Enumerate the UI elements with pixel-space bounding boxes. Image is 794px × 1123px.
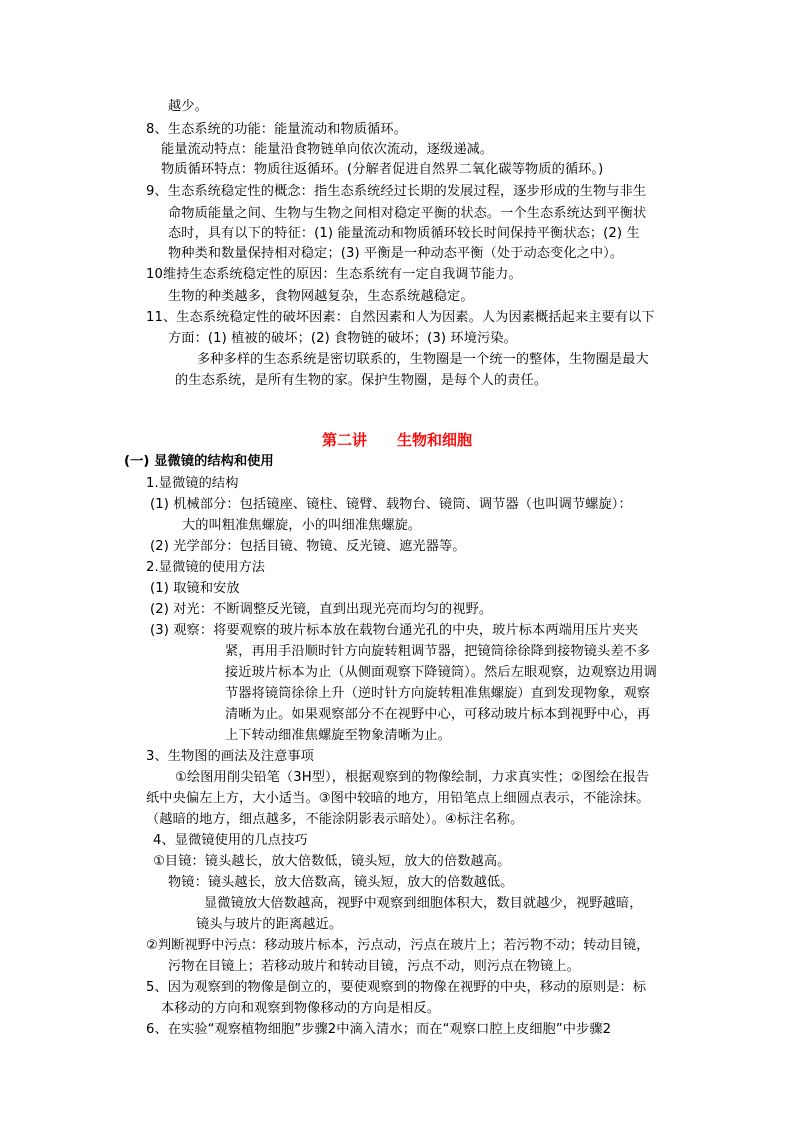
text-line: 清晰为止。如果观察部分不在视野中心，可移动玻片标本到视野中心，再 [225, 707, 651, 722]
text-line: 3、生物图的画法及注意事项 [146, 749, 314, 764]
text-line: 5、因为观察到的物像是倒立的，要使观察到的物像在视野的中央，移动的原则是：标 [146, 980, 647, 995]
text-line: 物种类和数量保持相对稳定；(3) 平衡是一种动态平衡（处于动态变化之中）。 [168, 246, 624, 261]
text-line: ②判断视野中污点：移动玻片标本，污点动，污点在玻片上；若污物不动；转动目镜， [146, 938, 650, 953]
text-line: (1) 机械部分：包括镜座、镜柱、镜臂、载物台、镜筒、调节器（也叫调节螺旋）： [150, 497, 632, 512]
text-line: 大的叫粗准焦螺旋，小的叫细准焦螺旋。 [182, 518, 422, 533]
text-line: ①目镜：镜头越长，放大倍数低，镜头短，放大的倍数越高。 [153, 854, 511, 869]
text-line: (1) 取镜和安放 [150, 581, 240, 596]
text-line: 1.显微镜的结构 [146, 476, 239, 491]
text-line: 6、在实验“观察植物细胞”步骤2中滴入清水；而在“观察口腔上皮细胞”中步骤2 [146, 1022, 612, 1037]
text-line: 污物在目镜上；若移动玻片和转动目镜，污点不动，则污点在物镜上。 [168, 959, 580, 974]
text-line: 态时，具有以下的特征：(1) 能量流动和物质循环较长时间保持平衡状态；(2) 生 [168, 226, 640, 241]
section-heading: (一) 显微镜的结构和使用 [124, 454, 274, 469]
text-line: 2.显微镜的使用方法 [146, 560, 266, 575]
text-line: 越少。 [168, 99, 208, 114]
text-line: (2) 光学部分：包括目镜、物镜、反光镜、遮光器等。 [150, 539, 466, 554]
text-line: 多种多样的生态系统是密切联系的，生物圈是一个统一的整体，生物圈是最大 [197, 352, 649, 367]
text-line: 方面：(1) 植被的破坏；(2) 食物链的破坏；(3) 环境污染。 [168, 331, 517, 346]
text-line: 镜头与玻片的距离越近。 [196, 917, 343, 932]
text-line: 物质循环特点：物质往返循环。(分解者促进自然界二氧化碳等物质的循环。) [161, 162, 604, 177]
text-line: 紧，再用手沿顺时针方向旋转粗调节器，把镜筒徐徐降到接物镜头差不多 [225, 644, 651, 659]
text-line: （越暗的地方，细点越多，不能涂阴影表示暗处）。④标注名称。 [146, 812, 524, 827]
text-line: 接近玻片标本为止（从侧面观察下降镜筒）。然后左眼观察，边观察边用调 [225, 665, 657, 680]
text-line: 4、显微镜使用的几点技巧 [153, 833, 308, 848]
text-line: ①绘图用削尖铅笔（3H型），根据观察到的物像绘制，力求真实性；②图绘在报告 [175, 770, 650, 785]
item-11: 11、生态系统稳定性的破坏因素：自然因素和人为因素。人为因素概括起来主要有以下 [146, 310, 655, 325]
item-8: 8、生态系统的功能：能量流动和物质循环。 [146, 122, 407, 137]
text-line: 节器将镜筒徐徐上升（逆时针方向旋转粗准焦螺旋）直到发现物象，观察 [225, 686, 651, 701]
text-line: 本移动的方向和观察到物像移动的方向是相反。 [161, 1001, 441, 1016]
lecture-title: 第二讲 生物和细胞 [321, 431, 472, 449]
text-line: 上下转动细准焦螺旋至物象清晰为止。 [225, 728, 451, 743]
text-line: 物镜：镜头越长，放大倍数高，镜头短，放大的倍数越低。 [168, 875, 514, 890]
text-line: 生物的种类越多，食物网越复杂，生态系统越稳定。 [168, 289, 474, 304]
text-line: 的生态系统，是所有生物的家。保护生物圈，是每个人的责任。 [175, 373, 548, 388]
item-10: 10维持生态系统稳定性的原因：生态系统有一定自我调节能力。 [146, 267, 522, 282]
text-line: (3) 观察：将要观察的玻片标本放在载物台通光孔的中央，玻片标本两端用压片夹夹 [150, 623, 639, 638]
text-line: 纸中央偏左上方，大小适当。③图中较暗的地方，用铅笔点上细圆点表示，不能涂抹。 [146, 791, 650, 806]
text-line: (2) 对光：不断调整反光镜，直到出现光亮而均匀的视野。 [150, 602, 493, 617]
text-line: 能量流动特点：能量沿食物链单向依次流动，逐级递减。 [161, 142, 494, 157]
item-9: 9、生态系统稳定性的概念：指生态系统经过长期的发展过程，逐步形成的生物与非生 [146, 184, 647, 199]
text-line: 显微镜放大倍数越高，视野中观察到细胞体积大，数目就越少，视野越暗， [204, 896, 643, 911]
text-line: 命物质能量之间、生物与生物之间相对稳定平衡的状态。一个生态系统达到平衡状 [168, 206, 647, 221]
